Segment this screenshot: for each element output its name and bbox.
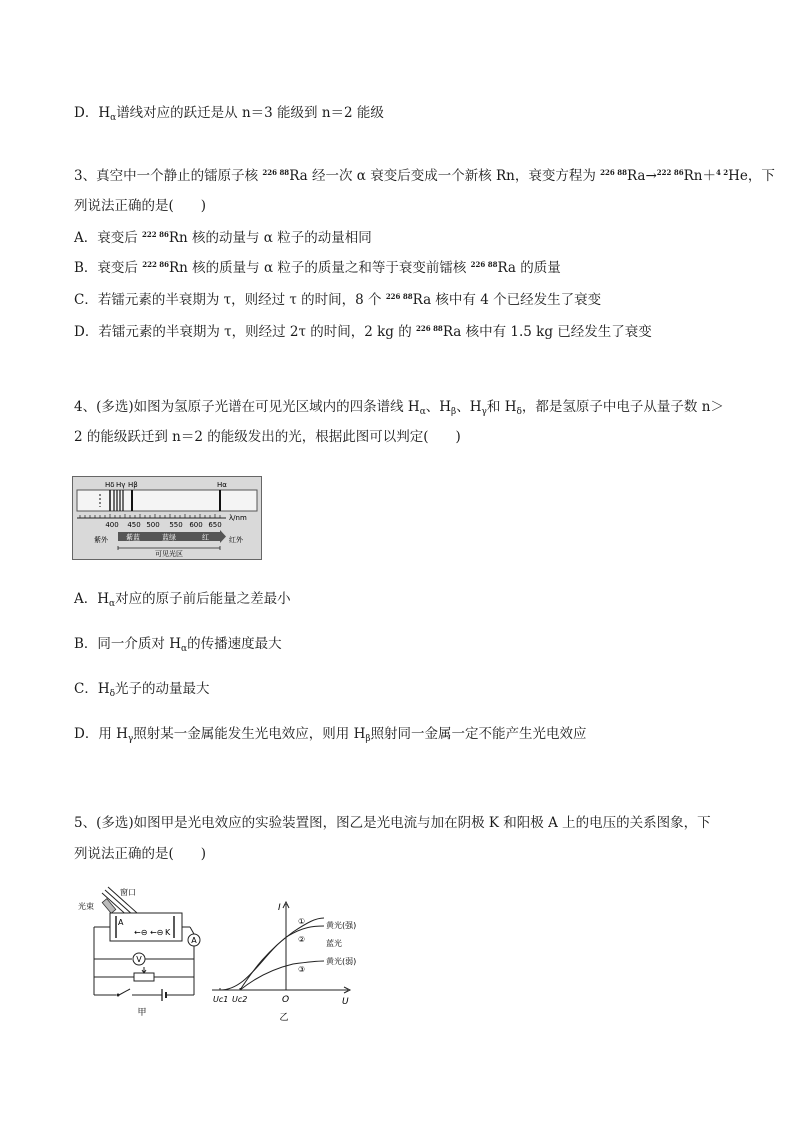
curve-yellow-weak (240, 961, 324, 990)
graph-i-label: I (278, 903, 281, 913)
q4-option-a: A．$H_\alpha$对应的原子前后能量之差最小 (74, 591, 291, 609)
q3-option-b: B．衰变后 $^{222 86}$Rn 核的质量与 α 粒子的质量之和等于衰变前镭核 $^{226 88}$Ra 的质量 (74, 260, 561, 276)
window-label: 窗口 (120, 888, 136, 897)
cathode-label: K (165, 928, 171, 937)
curve-label-3: ③ (298, 965, 306, 974)
voltmeter-label: V (136, 955, 142, 964)
axis-unit-label: λ/nm (229, 514, 247, 522)
q3-stem-line1: 3、真空中一个静止的镭原子核 $^{226 88}$Ra 经一次 α 衰变后变成一个新核 Rn，衰变方程为 $^{226 88}$Ra→$^{222 86}$Rn＋$^{4 2}$He，下 (74, 168, 775, 184)
infrared-label: 红外 (229, 536, 243, 544)
color-label-purple-blue: 紫蓝 (126, 533, 140, 542)
spectrum-band (77, 490, 257, 511)
wire-ammeter-top (190, 927, 194, 934)
figure-caption-jia: 甲 (137, 1008, 147, 1018)
color-label-blue-green: 蓝绿 (162, 533, 176, 542)
window-glass (102, 899, 116, 914)
legend-blue: 蓝光 (326, 939, 342, 948)
q5-stem-line2: 列说法正确的是( ) (74, 846, 207, 862)
photocurrent-iv-graph (208, 898, 358, 1023)
label-hgamma: Hγ (116, 481, 126, 489)
q4-stem-line2: 2 的能级跃迁到 n＝2 的能级发出的光，根据此图可以判定( ) (74, 429, 461, 445)
legend-yellow-weak: 黄光(弱) (326, 957, 357, 966)
label-hbeta: Hβ (128, 481, 138, 489)
light-beam-label: 光束 (78, 902, 94, 911)
graph-origin-label: O (282, 995, 290, 1005)
ultraviolet-label: 紫外 (94, 536, 108, 544)
curve-label-1: ① (298, 917, 306, 926)
curve-blue-light (220, 926, 324, 990)
figure-caption-yi: 乙 (279, 1013, 289, 1023)
curve-yellow-strong (240, 918, 324, 990)
photoelectric-apparatus-figure (76, 883, 206, 1018)
graph-u-label: U (342, 997, 349, 1007)
q4-option-b: B．同一介质对 $H_\alpha$的传播速度最大 (74, 636, 282, 654)
hydrogen-spectrum-figure (72, 476, 262, 560)
tick-600: 600 (189, 521, 203, 529)
q4-stem-line1: 4、(多选)如图为氢原子光谱在可见光区域内的四条谱线 $H_\alpha$、$H_\beta$、$H_\gamma$和 $H_\delta$，都是氢原子中电子从量子数 n＞ (74, 399, 724, 417)
color-label-red: 红 (202, 533, 209, 542)
q3-option-c: C．若镭元素的半衰期为 τ，则经过 τ 的时间，8 个 $^{226 88}$Ra 核中有 4 个已经发生了衰变 (74, 292, 602, 308)
switch-lever (119, 989, 130, 995)
electron-symbols: ←⊖ ←⊖ (134, 928, 164, 937)
q4-option-d: D．用 $H_\gamma$照射某一金属能发生光电效应，则用 $H_\beta$照射同一金属一定不能产生光电效应 (74, 726, 587, 744)
tick-500: 500 (146, 521, 160, 529)
legend-yellow-strong: 黄光(强) (326, 921, 357, 930)
anode-label: A (118, 918, 124, 927)
ammeter-label: A (191, 936, 197, 945)
q3-stem-line2: 列说法正确的是( ) (74, 198, 207, 214)
graph-uc2-label: Uc2 (232, 995, 248, 1004)
q5-stem-line1: 5、(多选)如图甲是光电效应的实验装置图，图乙是光电流与加在阴极 K 和阳极 A 上的电压的关系图象，下 (74, 815, 711, 831)
curve-label-2: ② (298, 935, 306, 944)
rheostat (134, 973, 154, 981)
label-halpha: Hα (217, 481, 227, 489)
visible-region-label: 可见光区 (155, 550, 183, 558)
q3-option-d: D．若镭元素的半衰期为 τ，则经过 2τ 的时间，2 kg 的 $^{226 88}$Ra 核中有 1.5 kg 已经发生了衰变 (74, 324, 652, 340)
q2-option-d: D．$H_\alpha$谱线对应的跃迁是从 n＝3 能级到 n＝2 能级 (74, 105, 384, 123)
tick-550: 550 (169, 521, 183, 529)
label-hdelta: Hδ (105, 481, 115, 489)
tick-650: 650 (208, 521, 222, 529)
tick-450: 450 (127, 521, 141, 529)
q4-option-c: C．$H_\delta$光子的动量最大 (74, 681, 210, 699)
graph-uc1-label: Uc1 (213, 995, 229, 1004)
q3-option-a: A．衰变后 $^{222 86}$Rn 核的动量与 α 粒子的动量相同 (74, 230, 372, 246)
tick-400: 400 (105, 521, 119, 529)
